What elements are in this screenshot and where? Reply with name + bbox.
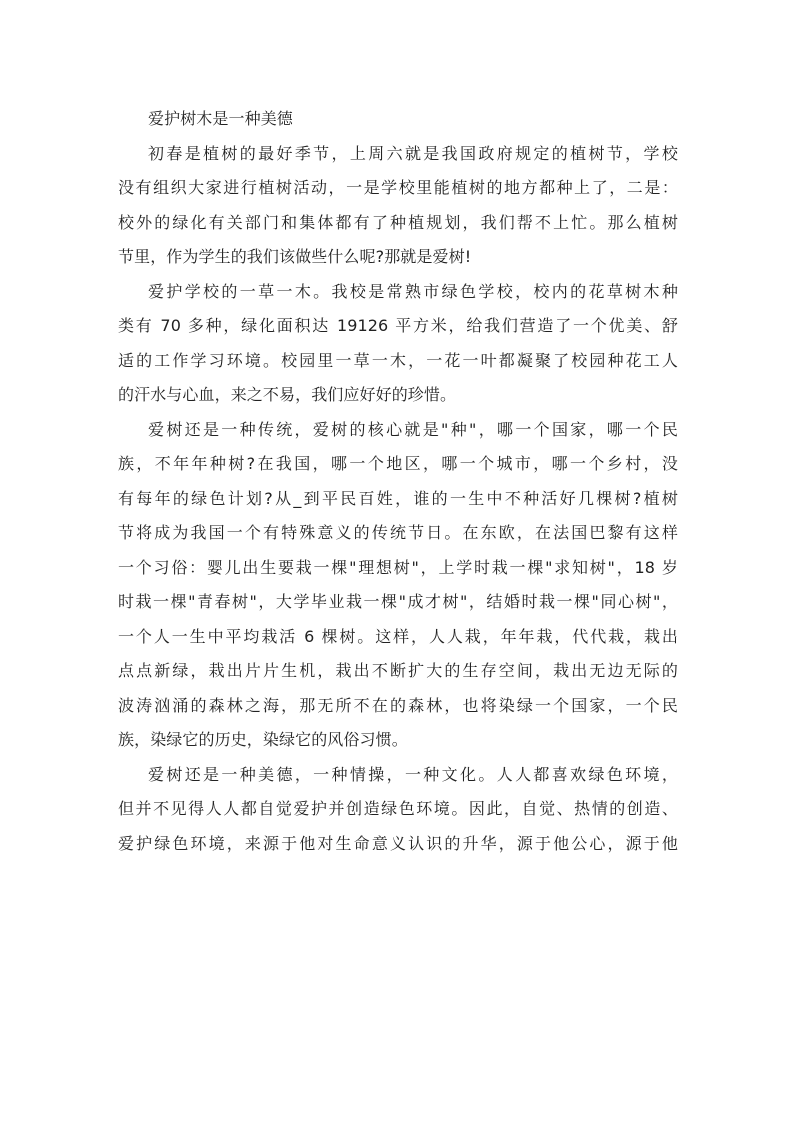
paragraph-line: 的汗水与心血，来之不易，我们应好好的珍惜。 bbox=[118, 385, 457, 404]
paragraph-line: 爱护绿色环境，来源于他对生命意义认识的升华，源于他公心，源于他 bbox=[118, 833, 678, 853]
paragraph-line: 一个人一生中平均栽活 6 棵树。这样，人人栽，年年栽，代代栽，栽出 bbox=[118, 626, 678, 646]
paragraph-4 bbox=[118, 758, 678, 862]
paragraph-line: 没有组织大家进行植树活动，一是学校里能植树的地方都种上了，二是： bbox=[118, 178, 678, 197]
paragraph-line: 初春是植树的最好季节，上周六就是我国政府规定的植树节，学校 bbox=[148, 143, 678, 163]
paragraph-line: 爱护学校的一草一木。我校是常熟市绿色学校，校内的花草树木种 bbox=[148, 281, 678, 301]
paragraph-line: 爱树还是一种传统，爱树的核心就是"种"，哪一个国家，哪一个民 bbox=[148, 419, 678, 439]
paragraph-line: 有每年的绿色计划?从_到平民百姓，谁的一生中不种活好几棵树?植树 bbox=[118, 488, 678, 508]
paragraph-line: 节将成为我国一个有特殊意义的传统节日。在东欧，在法国巴黎有这样 bbox=[118, 523, 678, 542]
paragraph-line: 族，染绿它的历史，染绿它的风俗习惯。 bbox=[118, 730, 408, 749]
paragraph-line: 一个习俗：婴儿出生要栽一棵"理想树"，上学时栽一棵"求知树"，18 岁 bbox=[118, 557, 678, 577]
paragraph-line: 但并不见得人人都自觉爱护并创造绿色环境。因此，自觉、热情的创造、 bbox=[118, 799, 678, 818]
document-title: 爱护树木是一种美德 bbox=[148, 109, 293, 128]
paragraph-line: 类有 70 多种，绿化面积达 19126 平方米，给我们营造了一个优美、舒 bbox=[118, 316, 678, 335]
paragraph-line: 时栽一棵"青春树"，大学毕业栽一棵"成才树"，结婚时栽一棵"同心树"， bbox=[118, 592, 678, 611]
document-body bbox=[118, 102, 678, 861]
paragraph-3 bbox=[118, 413, 678, 758]
paragraph-line: 适的工作学习环境。校园里一草一木，一花一叶都凝聚了校园种花工人 bbox=[118, 350, 678, 370]
paragraph-line: 族，不年年种树?在我国，哪一个地区，哪一个城市，哪一个乡村，没 bbox=[118, 454, 678, 473]
paragraph-1 bbox=[118, 137, 678, 275]
paragraph-line: 节里，作为学生的我们该做些什么呢?那就是爱树! bbox=[118, 247, 472, 266]
paragraph-2 bbox=[118, 275, 678, 413]
paragraph-line: 点点新绿，栽出片片生机，栽出不断扩大的生存空间，栽出无边无际的 bbox=[118, 661, 678, 680]
paragraph-line: 爱树还是一种美德，一种情操，一种文化。人人都喜欢绿色环境， bbox=[148, 764, 678, 784]
paragraph-line: 波涛汹涌的森林之海，那无所不在的森林，也将染绿一个国家，一个民 bbox=[118, 695, 678, 715]
paragraph-line: 校外的绿化有关部门和集体都有了种植规划，我们帮不上忙。那么植树 bbox=[118, 212, 678, 232]
